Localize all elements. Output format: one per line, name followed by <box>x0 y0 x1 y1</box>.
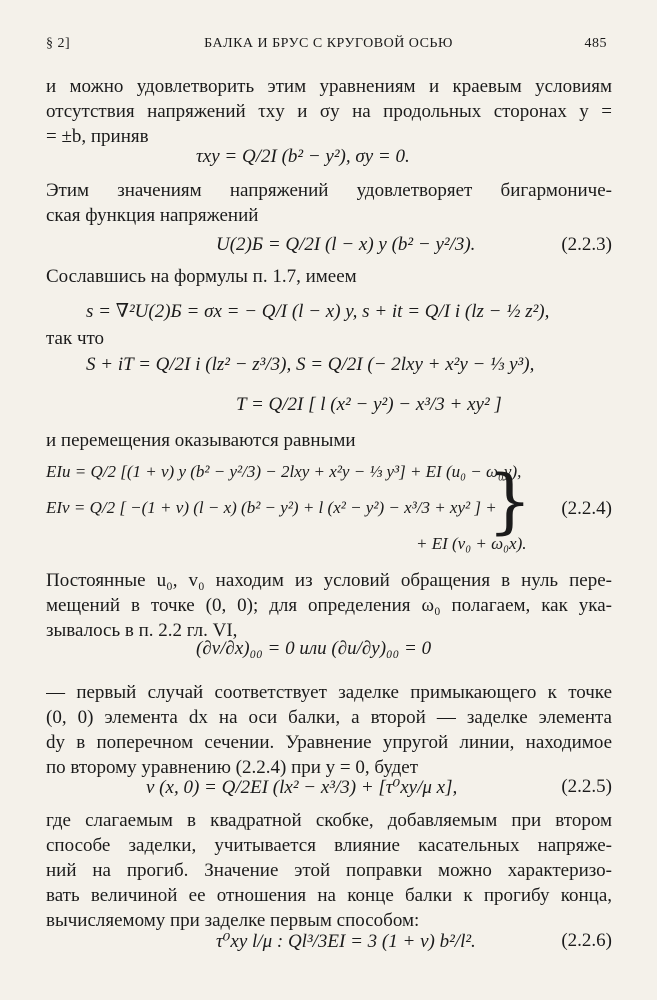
equation-number: (2.2.6) <box>561 930 612 951</box>
section-marker: § 2] <box>46 36 71 51</box>
equation-body: τ⁰xy l/μ : Ql³/3EI = 3 (1 + ν) b²/l². <box>216 931 476 952</box>
equation-T <box>46 386 612 426</box>
paragraph-line: dy в поперечном сечении. Уравнение упругой линии, находимое <box>46 732 612 753</box>
paragraph-line: Постоянные u₀, v₀ находим из условий обращения в нуль пере- <box>46 570 612 591</box>
equation-body: τxy = Q/2I (b² − y²), σy = 0. <box>196 146 410 167</box>
paragraph-line: вать величиной ее отношения на конце балки к прогибу конца, <box>46 885 612 906</box>
running-title: БАЛКА И БРУС С КРУГОВОЙ ОСЬЮ <box>204 36 453 51</box>
paragraph-line: по второму уравнению (2.2.4) при y = 0, будет <box>46 757 419 778</box>
equation-number: (2.2.4) <box>561 498 612 519</box>
paragraph-line: где слагаемым в квадратной скобке, добавляемым при втором <box>46 810 612 831</box>
page-number: 485 <box>584 36 607 51</box>
equation-line-3: + EI (v₀ + ω₀x). <box>416 534 527 553</box>
paragraph-2 <box>46 178 612 228</box>
equation-body: s = ∇²U(2)Б = σx = − Q/I (l − x) y, s + it = Q/I i (lz − ½ z²), <box>86 301 550 322</box>
paragraph-line: отсутствия напряжений τxy и σy на продольных сторонах y = <box>46 101 612 122</box>
paragraph-3 <box>46 264 612 289</box>
paragraph-line: зывалось в п. 2.2 гл. VI, <box>46 620 238 641</box>
equation-body: v (x, 0) = Q/2EI (lx² − x³/3) + [τ⁰xy/μ x], <box>146 777 458 798</box>
equation-number: (2.2.5) <box>561 776 612 797</box>
paragraph-line: ская функция напряжений <box>46 205 259 226</box>
equation-2-2-3 <box>46 226 612 266</box>
paragraph-line: = ±b, приняв <box>46 126 149 147</box>
paragraph-7 <box>46 808 612 933</box>
paragraph-line: так что <box>46 328 105 349</box>
equation-body: U(2)Б = Q/2I (l − x) y (b² − y²/3). <box>216 234 476 255</box>
brace-symbol: } <box>487 460 532 542</box>
paragraph-line: и перемещения оказываются равными <box>46 430 356 451</box>
paragraph-line: Сославшись на формулы п. 1.7, имеем <box>46 266 357 287</box>
paragraph-line: — первый случай соответствует заделке примыкающего к точке <box>46 682 612 703</box>
equation-line-1: EIu = Q/2 [(1 + ν) y (b² − y²/3) − 2lxy + x²y − ⅓ y³] + EI (u₀ − ω₀y), <box>46 462 522 481</box>
equation-body: S + iT = Q/2I i (lz² − z³/3), S = Q/2I (− 2lxy + x²y − ⅓ y³), <box>86 354 535 375</box>
equation-2-2-5 <box>46 768 612 808</box>
equation-conditions <box>46 628 612 668</box>
paragraph-line: способе заделки, учитывается влияние касательных напряже- <box>46 835 612 856</box>
equation-2-2-4 <box>46 456 612 566</box>
equation-number: (2.2.3) <box>561 234 612 255</box>
paragraph-line: Этим значениям напряжений удовлетворяет бигармониче- <box>46 180 612 201</box>
equation-body: T = Q/2I [ l (x² − y²) − x³/3 + xy² ] <box>236 394 502 415</box>
equation-line-2: EIv = Q/2 [ −(1 + ν) (l − x) (b² − y²) + l (x² − y²) − x³/3 + xy² ] + <box>46 498 497 517</box>
paragraph-line: и можно удовлетворить этим уравнениям и краевым условиям <box>46 76 612 97</box>
equation-tau <box>46 138 612 178</box>
equation-2-2-6 <box>46 922 612 962</box>
equation-S-iT <box>46 346 612 386</box>
paragraph-6 <box>46 680 612 780</box>
paragraph-line: (0, 0) элемента dx на оси балки, а второй — заделке элемента <box>46 707 612 728</box>
paragraph-4 <box>46 428 612 453</box>
paragraph-line: мещений в точке (0, 0); для определения ω₀ полагаем, как ука- <box>46 595 612 616</box>
paragraph-line: ний на прогиб. Значение этой поправки можно характеризо- <box>46 860 612 881</box>
equation-body: (∂v/∂x)₀₀ = 0 или (∂u/∂y)₀₀ = 0 <box>196 638 432 659</box>
paragraph-line: вычисляемому при заделке первым способом: <box>46 910 420 931</box>
